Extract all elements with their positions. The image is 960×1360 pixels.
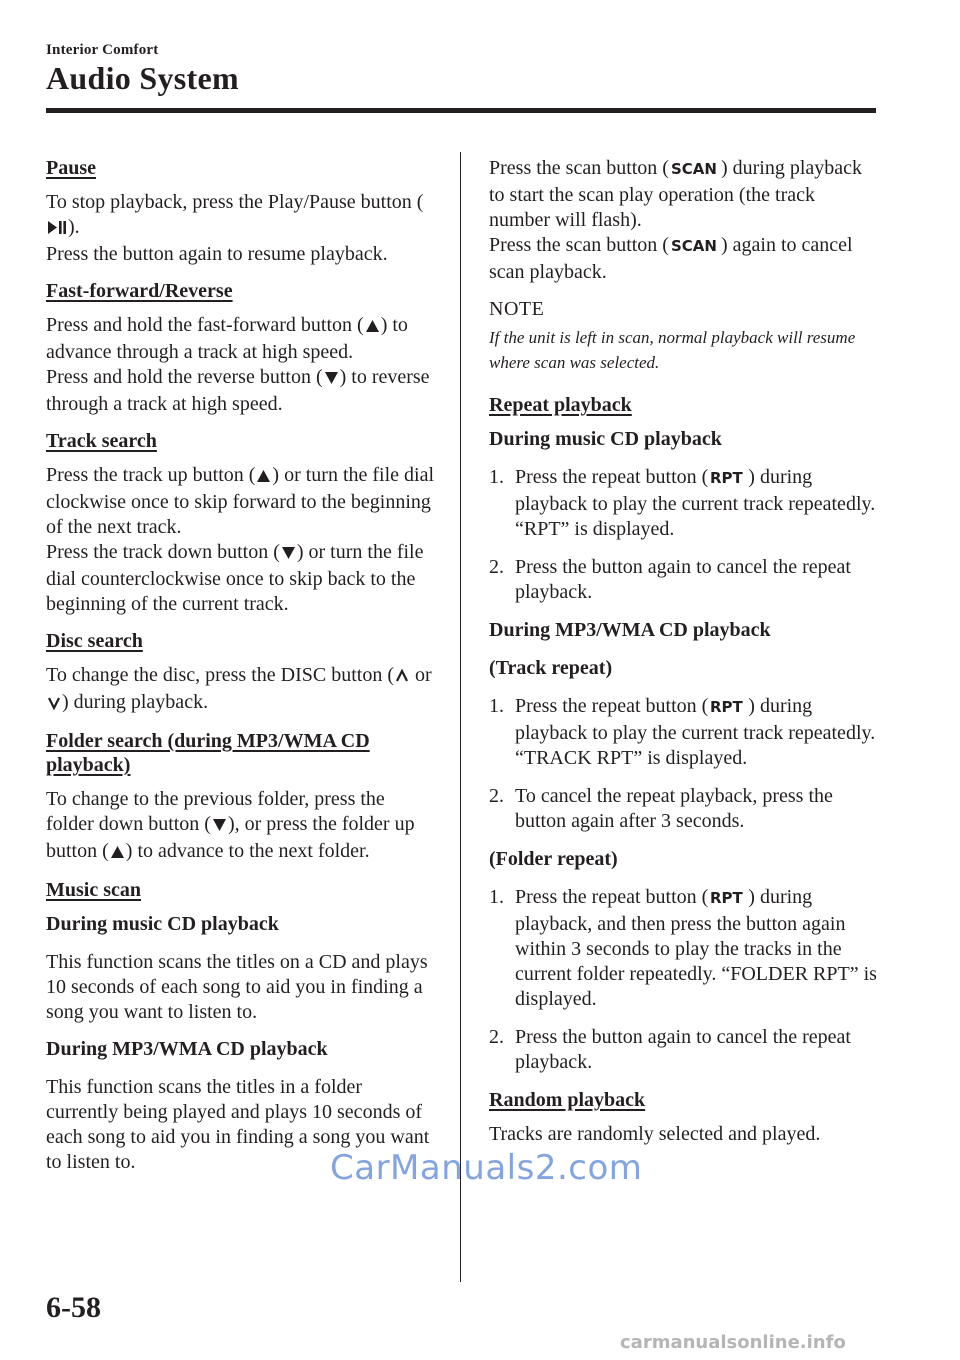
track-repeat-subheading: (Track repeat) <box>489 657 613 679</box>
text-run: ) to reverse through a track at high speed. <box>46 366 430 415</box>
list-item <box>489 694 881 771</box>
text-run: ) or turn the file dial clockwise once to skip forward to the beginning of the next track. <box>46 464 435 538</box>
music-scan-subheading-mp3: During MP3/WMA CD playback <box>46 1038 328 1060</box>
scan-icon-label: SCAN <box>670 160 717 176</box>
list-text: Press the button again to cancel the repeat playback. <box>515 1026 851 1073</box>
scan-paragraph <box>489 156 881 285</box>
list-number: 1. <box>489 466 504 488</box>
folder-search-heading: Folder search (during MP3/WMA CD playback) <box>46 730 370 776</box>
music-scan-subheading-cd: During music CD playback <box>46 913 279 935</box>
section-label: Interior Comfort <box>46 42 159 58</box>
text-run: Press the repeat button ( <box>515 886 709 908</box>
scan-button-icon <box>670 235 720 260</box>
triangle-down-icon <box>281 542 296 567</box>
text-run: Press and hold the fast-forward button ( <box>46 314 364 336</box>
text-run: ) to advance through a track at high speed. <box>46 314 408 363</box>
text-run: Press and hold the reverse button ( <box>46 366 323 388</box>
folder-repeat-subheading: (Folder repeat) <box>489 848 618 870</box>
list-text <box>515 885 881 1012</box>
header-rule <box>46 108 876 113</box>
text-run: Press the repeat button ( <box>515 466 709 488</box>
text-run: ) to advance to the next folder. <box>125 840 370 862</box>
rpt-button-icon <box>709 887 747 912</box>
text-run: Press the track down button ( <box>46 541 280 563</box>
note-label: NOTE <box>489 298 545 320</box>
list-item <box>489 1025 881 1075</box>
text-run: ), or press the folder up button ( <box>46 813 415 862</box>
rpt-icon-label: RPT <box>710 698 744 714</box>
rpt-icon-label: RPT <box>710 469 744 485</box>
text-run: To stop playback, press the Play/Pause button ( <box>46 191 424 213</box>
text-run: Press the button again to resume playback. <box>46 243 388 265</box>
list-number: 2. <box>489 556 504 578</box>
text-run: ) during playback to play the current track repeatedly. “TRACK RPT” is displayed. <box>515 695 876 769</box>
repeat-subheading-cd: During music CD playback <box>489 428 722 450</box>
disc-search-paragraph <box>46 663 436 717</box>
list-number: 2. <box>489 785 504 807</box>
music-scan-paragraph-mp3: This function scans the titles in a folder currently being played and plays 10 seconds of each song to aid you in finding a song you want to listen to. <box>46 1076 430 1173</box>
right-column <box>489 156 881 1159</box>
repeat-subheading-mp3: During MP3/WMA CD playback <box>489 619 771 641</box>
triangle-down-icon <box>212 814 227 839</box>
text-run: Press the scan button ( <box>489 157 669 179</box>
text-run: Press the scan button ( <box>489 234 669 256</box>
page-number: 6-58 <box>46 1291 101 1324</box>
list-number: 1. <box>489 886 504 908</box>
track-search-paragraph <box>46 463 436 617</box>
text-run: ) or turn the file dial counterclockwise once to skip back to the beginning of the current track. <box>46 541 424 615</box>
list-item <box>489 784 881 834</box>
triangle-up-icon <box>365 315 380 340</box>
text-run: Press the repeat button ( <box>515 695 709 717</box>
list-item <box>489 885 881 1012</box>
chevron-down-icon <box>47 692 61 717</box>
text-run: Press the track up button ( <box>46 464 256 486</box>
watermark-center: CarManuals2.com <box>330 1148 643 1188</box>
pause-paragraph-1 <box>46 190 436 267</box>
watermark-bottom: carmanualsonline.info <box>620 1332 846 1353</box>
text-run: ) during playback to play the current track repeatedly. “RPT” is displayed. <box>515 466 876 540</box>
page-title: Audio System <box>46 60 239 96</box>
text-run: To change the disc, press the DISC button ( <box>46 664 394 686</box>
text-run: ). <box>68 216 80 238</box>
disc-search-heading: Disc search <box>46 630 143 652</box>
note-text: If the unit is left in scan, normal playback will resume where scan was selected. <box>489 328 856 372</box>
repeat-playback-heading: Repeat playback <box>489 394 632 416</box>
list-text: Press the button again to cancel the repeat playback. <box>515 556 851 603</box>
list-text <box>515 465 881 542</box>
text-run: ) during playback to start the scan play operation (the track number will flash). <box>489 157 863 231</box>
fast-forward-paragraph <box>46 313 436 417</box>
list-item <box>489 555 881 605</box>
text-run: ) again to cancel scan playback. <box>489 234 853 283</box>
text-run: ) during playback, and then press the button again within 3 seconds to play the tracks in the current folder repeatedly. “FOLDER RPT” is displayed. <box>515 886 877 1010</box>
left-column <box>46 156 436 1187</box>
music-scan-heading: Music scan <box>46 879 141 901</box>
list-text <box>515 694 881 771</box>
triangle-up-icon <box>110 841 125 866</box>
track-search-heading: Track search <box>46 430 157 452</box>
rpt-button-icon <box>709 467 747 492</box>
triangle-down-icon <box>324 367 339 392</box>
rpt-icon-label: RPT <box>710 889 744 905</box>
scan-icon-label: SCAN <box>670 237 717 253</box>
list-item <box>489 465 881 542</box>
folder-search-paragraph <box>46 787 436 866</box>
random-playback-heading: Random playback <box>489 1089 646 1111</box>
play-pause-icon <box>47 217 67 242</box>
pause-heading: Pause <box>46 157 96 179</box>
column-divider <box>460 152 461 1282</box>
random-playback-paragraph: Tracks are randomly selected and played. <box>489 1123 821 1145</box>
fast-forward-heading: Fast-forward/Reverse <box>46 280 233 302</box>
list-number: 2. <box>489 1026 504 1048</box>
music-scan-paragraph-cd: This function scans the titles on a CD and plays 10 seconds of each song to aid you in finding a song you want to listen to. <box>46 951 428 1023</box>
list-text: To cancel the repeat playback, press the button again after 3 seconds. <box>515 785 833 832</box>
rpt-button-icon <box>709 696 747 721</box>
triangle-up-icon <box>256 465 271 490</box>
scan-button-icon <box>670 158 720 183</box>
text-run: ) during playback. <box>62 691 209 713</box>
text-run: To change to the previous folder, press the folder down button ( <box>46 788 385 835</box>
list-number: 1. <box>489 695 504 717</box>
text-run: or <box>414 664 432 686</box>
chevron-up-icon <box>395 665 409 690</box>
